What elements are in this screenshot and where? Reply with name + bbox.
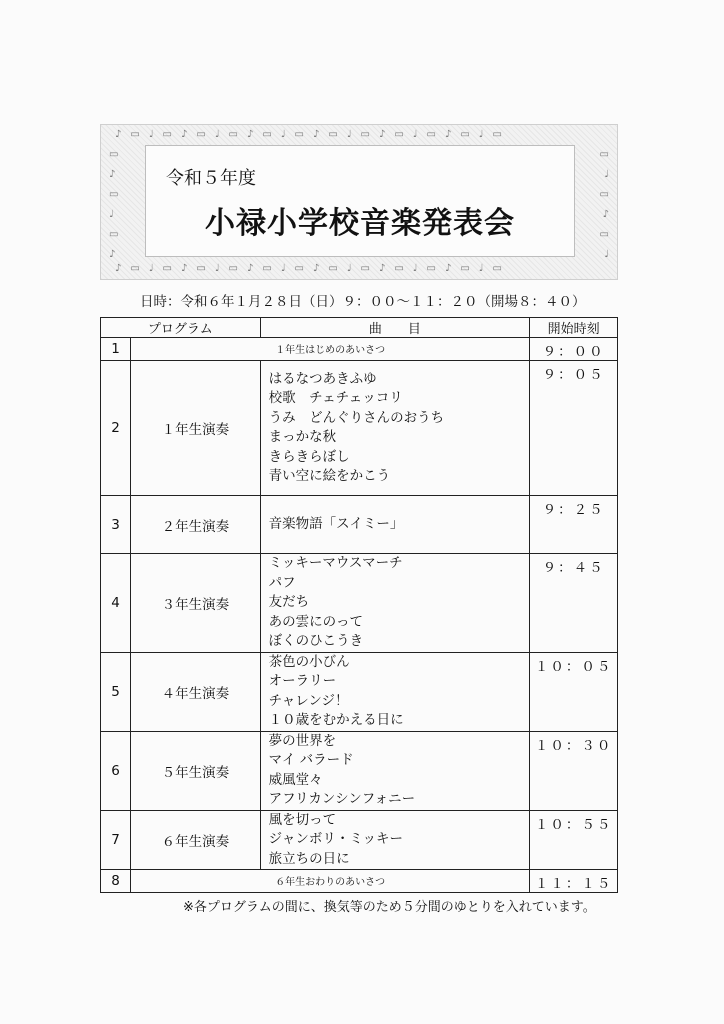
table-row [101, 870, 618, 893]
song-title: きらきらぼし [268, 448, 350, 465]
program-number: 2 [101, 361, 131, 496]
program-name-label: ４年生演奏 [161, 685, 230, 702]
program-name-label: ２年生演奏 [161, 518, 230, 535]
song-list-cell [260, 810, 530, 870]
column-header-program: プログラム [101, 318, 261, 338]
song-title: 夢の世界を [268, 732, 337, 749]
table-row [101, 338, 618, 361]
song-list [269, 515, 530, 535]
table-row [101, 554, 618, 653]
song-list-cell [260, 361, 530, 496]
song-title: 茶色の小びん [268, 653, 350, 670]
start-time: １１：１５ [530, 870, 618, 893]
music-note-border-right: ▭ ♩ ▭ ♪ ▭ ♩ [599, 149, 609, 260]
start-time: １０：０５ [530, 652, 618, 731]
song-title: 音楽物語「スイミー」 [268, 515, 404, 532]
song-title: オーラリー [268, 673, 337, 689]
program-name-label: １年生はじめのあいさつ [275, 345, 386, 356]
program-number: 1 [101, 338, 131, 361]
song-title: 校歌 チェチェッコリ [268, 390, 403, 406]
program-table [100, 317, 618, 893]
program-name [131, 338, 530, 361]
song-title: １０歳をむかえる日に [268, 712, 404, 728]
song-title: ぼくのひこうき [268, 633, 364, 649]
song-title: パフ [268, 574, 296, 591]
program-name-label: ６年生演奏 [161, 833, 230, 850]
table-row [101, 361, 618, 496]
song-title: うみ どんぐりさんのおうち [268, 409, 445, 426]
song-title: まっかな秋 [268, 429, 337, 445]
start-time: １０：３０ [530, 731, 618, 810]
song-title: ミッキーマウスマーチ [268, 555, 403, 571]
title-banner [100, 124, 618, 280]
song-title: 威風堂々 [268, 771, 323, 788]
song-title: ジャンボリ・ミッキー [268, 831, 404, 847]
title-box [145, 145, 575, 257]
table-row [101, 652, 618, 731]
music-note-border-bottom: ♪▭♩▭♪▭♩▭♪▭♩▭♪▭♩▭♪▭♩▭♪▭♩▭ [115, 263, 511, 274]
program-number: 3 [101, 496, 131, 554]
song-list-cell [260, 496, 530, 554]
song-title: 友だち [268, 594, 310, 610]
song-list-cell [260, 652, 530, 731]
table-header-row [101, 318, 618, 338]
program-name [131, 810, 260, 870]
program-name [131, 652, 260, 731]
song-list-cell [260, 731, 530, 810]
song-list [269, 811, 530, 870]
song-title: 青い空に絵をかこう [268, 468, 391, 484]
song-list [269, 554, 530, 652]
song-list [269, 370, 530, 487]
page-title: 小禄小学校音楽発表会 [205, 206, 515, 241]
song-list [269, 732, 530, 810]
start-time: ９：０５ [530, 361, 618, 496]
program-name [131, 361, 260, 496]
song-title: チャレンジ！ [268, 692, 349, 709]
start-time: １０：５５ [530, 810, 618, 870]
start-time: ９：２５ [530, 496, 618, 554]
program-number: 4 [101, 554, 131, 653]
program-number: 7 [101, 810, 131, 870]
program-name-label: ６年生おわりのあいさつ [275, 877, 386, 888]
start-time: ９：００ [530, 338, 618, 361]
program-name [131, 496, 260, 554]
footnote: ※各プログラムの間に、換気等のため５分間のゆとりを入れています。 [183, 900, 596, 915]
table-row [101, 731, 618, 810]
music-note-border-top: ♪▭♩▭♪▭♩▭♪▭♩▭♪▭♩▭♪▭♩▭♪▭♩▭ [115, 129, 511, 140]
song-title: はるなつあきふゆ [268, 370, 377, 387]
song-list-cell [260, 554, 530, 653]
event-datetime: 日時：令和６年１月２８日（日）９：００〜１１：２０（開場８：４０） [140, 294, 586, 310]
song-title: あの雲にのって [268, 613, 363, 630]
program-name-label: ３年生演奏 [161, 596, 230, 613]
song-title: 旅立ちの日に [268, 850, 350, 867]
song-title: マイ バラード [268, 752, 354, 768]
program-name-label: ５年生演奏 [161, 764, 230, 781]
table-row [101, 496, 618, 554]
program-name [131, 870, 530, 893]
song-title: 風を切って [268, 811, 337, 828]
program-name [131, 731, 260, 810]
program-number: 6 [101, 731, 131, 810]
table-row [101, 810, 618, 870]
fiscal-year-label: 令和５年度 [166, 168, 256, 189]
start-time: ９：４５ [530, 554, 618, 653]
column-header-start-time: 開始時刻 [530, 318, 618, 338]
song-title: アフリカンシンフォニー [268, 791, 416, 807]
column-header-songs: 曲 目 [260, 318, 530, 338]
program-number: 8 [101, 870, 131, 893]
program-number: 5 [101, 652, 131, 731]
program-name [131, 554, 260, 653]
program-name-label: １年生演奏 [161, 422, 230, 438]
song-list [269, 653, 530, 731]
music-note-border-left: ▭ ♪ ▭ ♩ ▭ ♪ [109, 149, 119, 260]
